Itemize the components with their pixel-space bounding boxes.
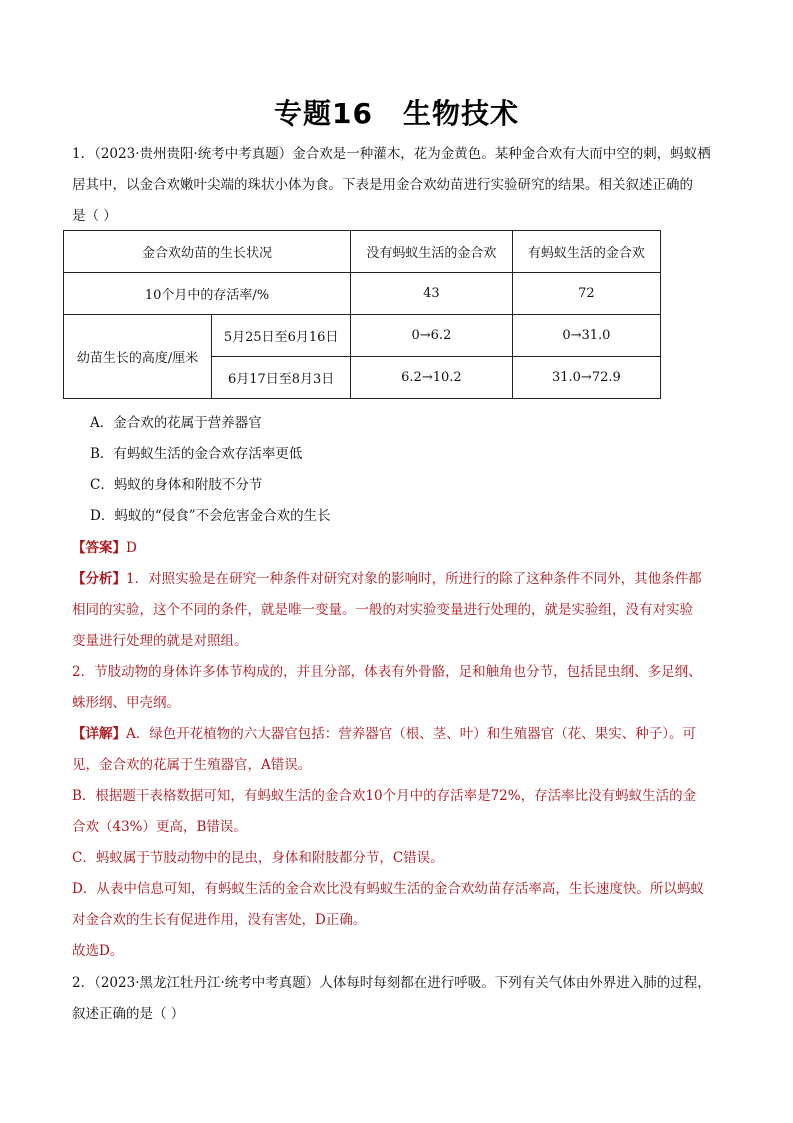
question-1-options	[90, 408, 740, 532]
answer-line	[72, 533, 722, 564]
topic-label: 专题16	[274, 97, 373, 130]
question-1-stem	[72, 139, 722, 232]
answer-tag: 【答案】	[72, 540, 126, 556]
table-row	[64, 315, 661, 357]
experiment-results-table	[63, 230, 661, 399]
page-title	[0, 92, 793, 132]
table-cell: 31.0→72.9	[512, 357, 660, 399]
analysis-text: 1．对照实验是在研究一种条件对研究对象的影响时，所进行的除了这种条件不同外，其他条件都	[126, 571, 702, 587]
analysis-line: 变量进行处理的就是对照组。	[72, 633, 248, 649]
option-c: C．蚂蚁的身体和附肢不分节	[90, 477, 263, 493]
analysis-tag: 【分析】	[72, 571, 126, 587]
detail-tag: 【详解】	[72, 726, 126, 742]
detail-line: C．蚂蚁属于节肢动物中的昆虫，身体和附肢都分节，C错误。	[72, 850, 444, 866]
question-1-stem-line: 居其中，以金合欢嫩叶尖端的珠状小体为食。下表是用金合欢幼苗进行实验研究的结果。相关叙述正确的	[72, 177, 693, 193]
table-row	[64, 273, 661, 315]
question-1-stem-line: 1．（2023·贵州贵阳·统考中考真题）金合欢是一种灌木，花为金黄色。某种金合欢有大而中空的刺，蚂蚁栖	[72, 146, 711, 162]
option-d: D．蚂蚁的“侵食”不会危害金合欢的生长	[90, 508, 331, 524]
detail-line: 对金合欢的生长有促进作用，没有害处，D正确。	[72, 912, 367, 928]
table-cell: 6.2→10.2	[351, 357, 513, 399]
table-row	[64, 231, 661, 273]
detail-line: 见，金合欢的花属于生殖器官，A错误。	[72, 757, 312, 773]
question-2-stem	[72, 968, 722, 1030]
table-header-cell: 没有蚂蚁生活的金合欢	[351, 231, 513, 273]
detail-line: 合欢（43%）更高，B错误。	[72, 819, 247, 835]
table-cell: 幼苗生长的高度/厘米	[64, 315, 212, 399]
conclusion-line: 故选D。	[72, 943, 124, 959]
table-cell: 0→31.0	[512, 315, 660, 357]
analysis-line: 相同的实验，这个不同的条件，就是唯一变量。一般的对实验变量进行处理的，就是实验组，没有对实验	[72, 602, 693, 618]
question-2-stem-line: 2．（2023·黑龙江牡丹江·统考中考真题）人体每时每刻都在进行呼吸。下列有关气体由外界进入肺的过程，	[72, 975, 711, 991]
question-2-stem-line: 叙述正确的是（ ）	[72, 1006, 185, 1022]
table-cell: 6月17日至8月3日	[212, 357, 351, 399]
detail-text: A．绿色开花植物的六大器官包括：营养器官（根、茎、叶）和生殖器官（花、果实、种子）。可	[126, 726, 696, 742]
topic-title: 生物技术	[402, 97, 519, 130]
table-cell: 10个月中的存活率/%	[64, 273, 351, 315]
analysis-line: 蛛形纲、甲壳纲。	[72, 695, 180, 711]
detail-line	[72, 719, 722, 750]
option-a: A．金合欢的花属于营养器官	[90, 415, 262, 431]
answer-value: D	[126, 540, 137, 556]
table-header-cell: 有蚂蚁生活的金合欢	[512, 231, 660, 273]
table-header-cell: 金合欢幼苗的生长状况	[64, 231, 351, 273]
analysis-line	[72, 564, 722, 595]
solution-block	[72, 533, 722, 967]
table-cell: 5月25日至6月16日	[212, 315, 351, 357]
table-cell: 72	[512, 273, 660, 315]
table-cell: 43	[351, 273, 513, 315]
table-cell: 0→6.2	[351, 315, 513, 357]
analysis-line: 2．节肢动物的身体许多体节构成的，并且分部，体表有外骨骼，足和触角也分节，包括昆虫纲、多足纲、	[72, 664, 702, 680]
detail-line: D．从表中信息可知，有蚂蚁生活的金合欢比没有蚂蚁生活的金合欢幼苗存活率高，生长速度快。所以蚂蚁	[72, 881, 704, 897]
detail-line: B．根据题干表格数据可知，有蚂蚁生活的金合欢10个月中的存活率是72%，存活率比没有蚂蚁生活的金	[72, 788, 697, 804]
option-b: B．有蚂蚁生活的金合欢存活率更低	[90, 446, 303, 462]
question-1-stem-line: 是（ ）	[72, 208, 117, 224]
